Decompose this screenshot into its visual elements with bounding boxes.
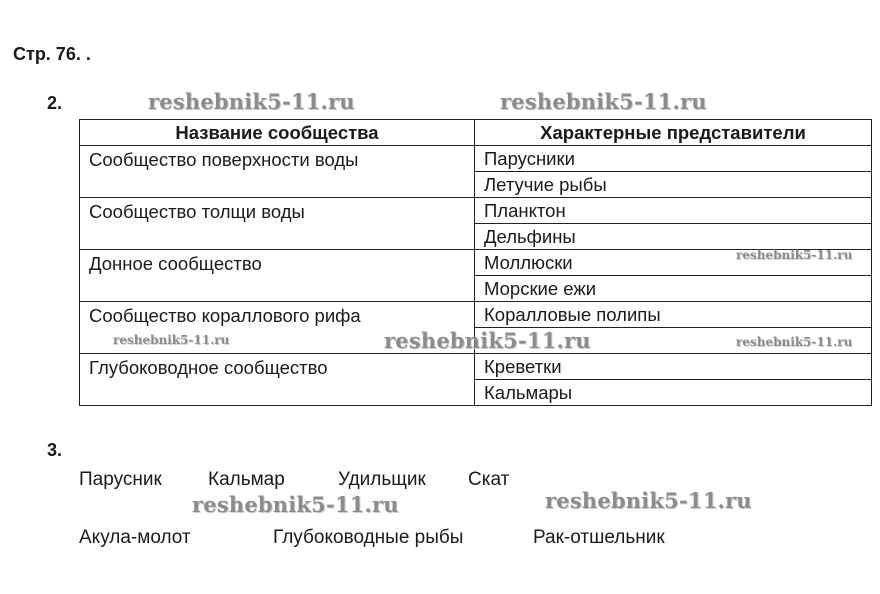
animal-item: Акула-молот	[79, 527, 191, 548]
table-row	[80, 354, 872, 380]
representative-cell: Летучие рыбы	[475, 172, 872, 198]
representative-cell: Морские ежи	[475, 276, 872, 302]
animal-item: Глубоководные рыбы	[273, 527, 464, 548]
representative-cell: Кальмары	[475, 380, 872, 406]
watermark: reshebnik5-11.ru	[113, 333, 230, 347]
task-3-number: 3.	[47, 440, 63, 460]
table-row	[80, 146, 872, 172]
animal-item: Парусник	[79, 469, 162, 490]
table-header-row	[80, 120, 872, 146]
communities-table	[79, 119, 872, 406]
watermark: reshebnik5-11.ru	[192, 492, 399, 517]
col-header-representatives: Характерные представители	[475, 120, 872, 146]
representative-cell: Дельфины	[475, 224, 872, 250]
community-cell: Сообщество кораллового рифа	[80, 302, 475, 354]
watermark: reshebnik5-11.ru	[384, 328, 591, 353]
watermark: reshebnik5-11.ru	[736, 335, 853, 349]
representative-cell: Планктон	[475, 198, 872, 224]
animal-item: Рак-отшельник	[533, 527, 665, 548]
watermark: reshebnik5-11.ru	[545, 488, 752, 513]
representative-cell: Коралловые полипы	[475, 302, 872, 328]
representative-cell: Моллюски	[475, 250, 872, 276]
community-cell: Сообщество поверхности воды	[80, 146, 475, 198]
representative-cell: Парусники	[475, 146, 872, 172]
col-header-community: Название сообщества	[80, 120, 475, 146]
animal-item: Удильщик	[338, 469, 426, 490]
table-row	[80, 302, 872, 328]
watermark: reshebnik5-11.ru	[736, 248, 853, 262]
task-2-number: 2.	[47, 93, 63, 113]
representative-cell: Креветки	[475, 354, 872, 380]
animal-item: Кальмар	[208, 469, 285, 490]
animal-item: Скат	[468, 469, 510, 490]
community-cell: Сообщество толщи воды	[80, 198, 475, 250]
table-row	[80, 198, 872, 224]
community-cell: Глубоководное сообщество	[80, 354, 475, 406]
watermark: reshebnik5-11.ru	[500, 89, 707, 114]
watermark: reshebnik5-11.ru	[148, 89, 355, 114]
community-cell: Донное сообщество	[80, 250, 475, 302]
page-label: Стр. 76. .	[13, 44, 91, 64]
